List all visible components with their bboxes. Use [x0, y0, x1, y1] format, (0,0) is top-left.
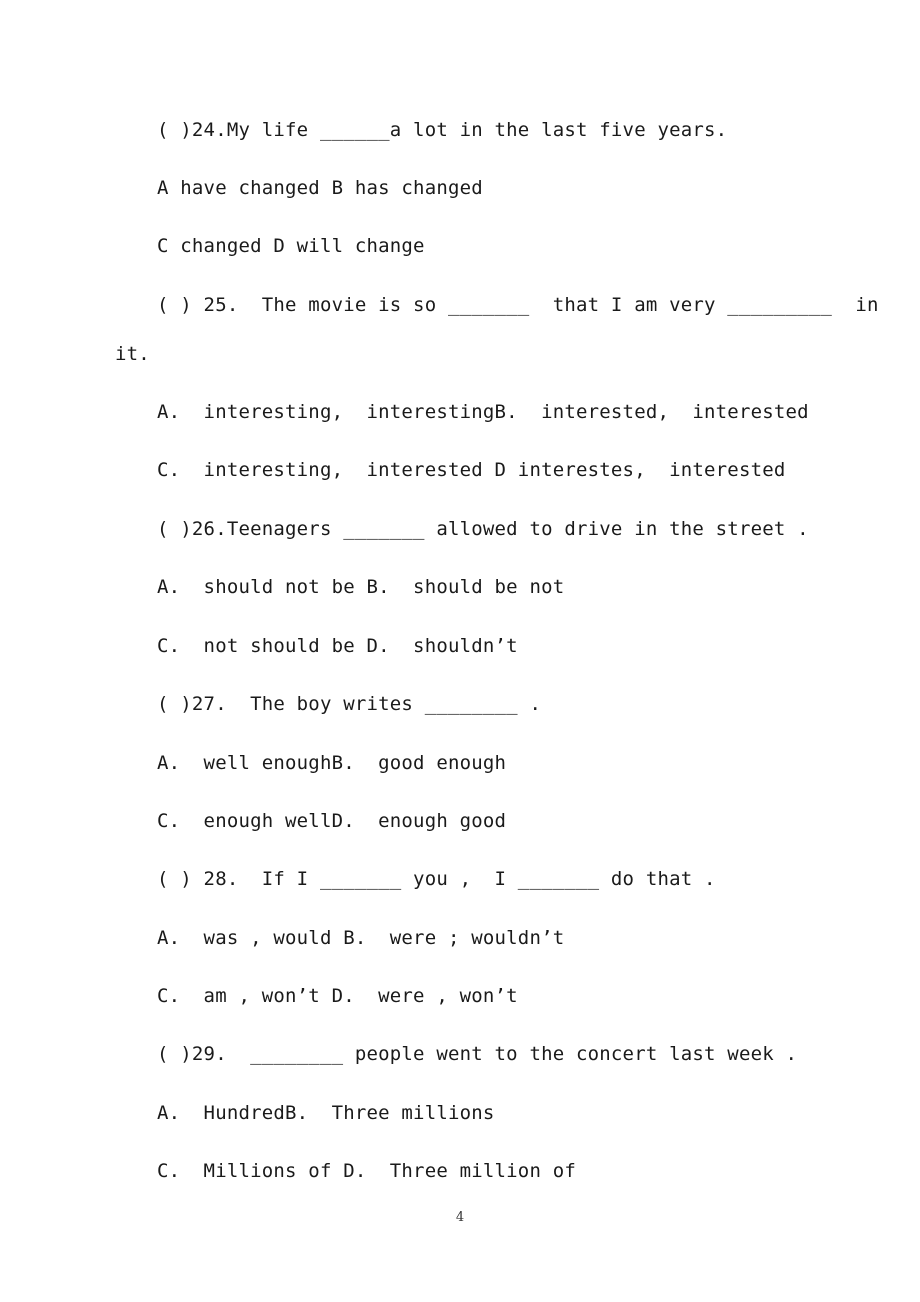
question-29-options-ab: A. HundredB. Three millions: [157, 1102, 495, 1124]
page-number: 4: [455, 1210, 465, 1225]
question-27-stem: ( )27. The boy writes ________ .: [157, 693, 542, 715]
question-26-stem: ( )26.Teenagers _______ allowed to drive in the street .: [157, 518, 809, 540]
question-26-options-ab: A. should not be B. should be not: [157, 576, 565, 598]
question-25-options-ab: A. interesting, interestingB. interested, interested: [157, 401, 809, 423]
question-24-stem: ( )24.My life ______a lot in the last five years.: [157, 119, 728, 141]
question-27-options-ab: A. well enoughB. good enough: [157, 752, 507, 774]
question-25-stem: ( ) 25. The movie is so _______ that I am very _________ in: [157, 294, 879, 316]
question-24-options-cd: C changed D will change: [157, 235, 425, 257]
question-25-stem-continuation: it.: [115, 343, 150, 365]
question-28-options-ab: A. was , would B. were ; wouldn’t: [157, 927, 565, 949]
question-29-stem: ( )29. ________ people went to the concert last week .: [157, 1043, 798, 1065]
question-28-stem: ( ) 28. If I _______ you , I _______ do that .: [157, 868, 716, 890]
question-29-options-cd: C. Millions of D. Three million of: [157, 1160, 577, 1182]
question-27-options-cd: C. enough wellD. enough good: [157, 810, 507, 832]
question-25-options-cd: C. interesting, interested D interestes, interested: [157, 459, 786, 481]
question-26-options-cd: C. not should be D. shouldn’t: [157, 635, 518, 657]
question-28-options-cd: C. am , won’t D. were , won’t: [157, 985, 518, 1007]
question-24-options-ab: A have changed B has changed: [157, 177, 483, 199]
